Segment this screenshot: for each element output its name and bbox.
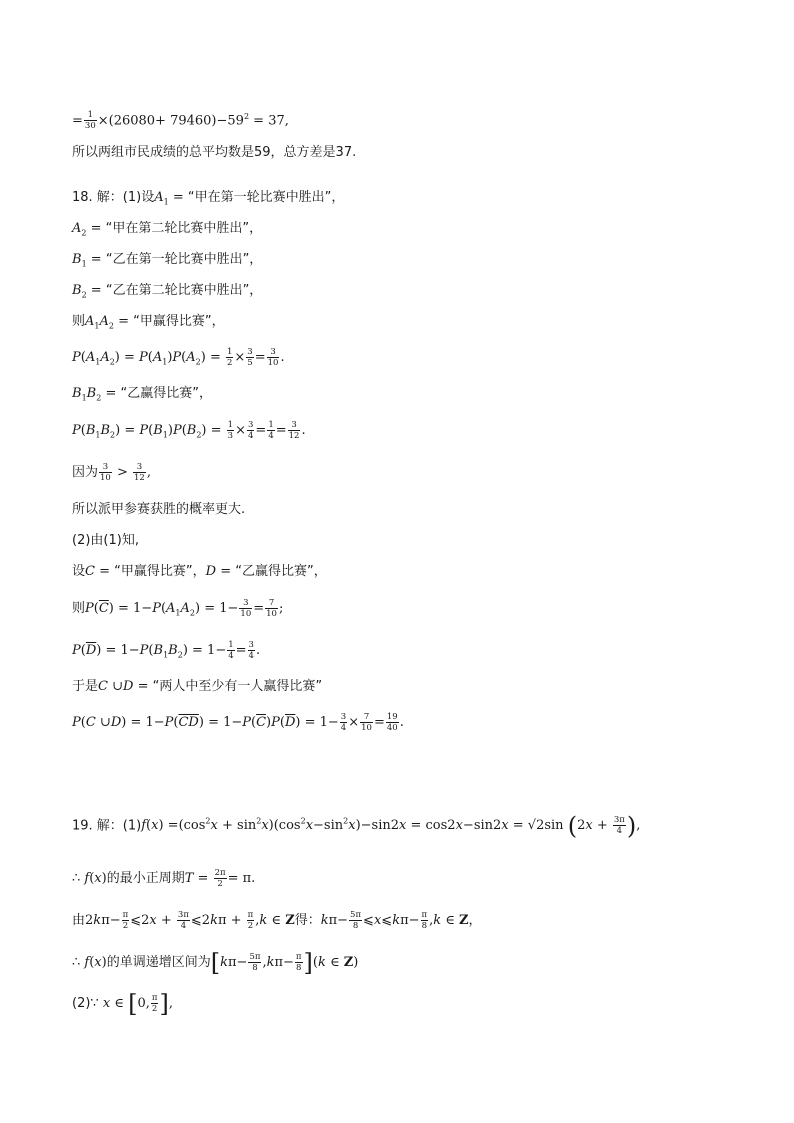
prob-a1a2: $P(A_1A_2) = P(A_1)P(A_2)$ = $\frac{1}{2}$ × $\frac{3}{5}$ = $\frac{3}{10}$ .: [72, 347, 285, 368]
jia-win-line: 则$A_1A_2$ = “甲赢得比赛”，: [72, 314, 225, 331]
part2-head: (2)由(1)知,: [72, 533, 139, 548]
event-b1: “乙在第一轮比赛中胜出”，: [105, 252, 263, 267]
period-line: ∴ f(x)的最小正周期T = $\frac{2\pi}{2}$ = π.: [72, 868, 256, 889]
event-a2: “甲在第二轮比赛中胜出”，: [105, 221, 263, 236]
event-b2: “乙在第二轮比赛中胜出”，: [105, 283, 263, 298]
q19-head: 19. 解：(1): [72, 818, 142, 834]
event-a1: “甲在第一轮比赛中胜出”，: [187, 190, 345, 205]
prob-union: P(C ∪D) = $1-P(\overline{CD}) = 1-P(\overline{C})P(\overline{D}) = 1-$ $\frac{3}{4}$ × $\frac{7}{10}$ = $\frac{19}{40}$ .: [72, 712, 404, 733]
prob-not-c: 则$P(\overline{C}) = 1-P(A_1A_2) = 1-$ $\frac{3}{10}$ = $\frac{7}{10}$ ;: [72, 598, 284, 619]
q19-line1: 19. 解：$(1)f(x) =(\cos^2x + \sin^2x)(\cos^2x-\sin^2x)-\sin 2x = \cos 2x-\sin 2x = √2\sin$ (2x + $\frac{3\pi}{4}$ ),: [72, 811, 641, 840]
q18-line1: 18. 解：(1)设$A_1$ = “甲在第一轮比赛中胜出”，: [72, 190, 345, 207]
prob-not-d: $P(\overline{D}) = 1-P(B_1B_2) = 1-$ $\frac{1}{4}$ = $\frac{3}{4}$ .: [72, 640, 261, 661]
compare-line: 因为 $\frac{3}{10}$ > $\frac{3}{12}$ ,: [72, 462, 151, 483]
interval-derivation: 由2kπ− $\frac{\pi}{2}$ ⩽2x + $\frac{3\pi}{4}$ ⩽2kπ + $\frac{\pi}{2}$ ,k ∈ Z得：kπ− $\frac{5\pi}{8}$ ⩽x⩽kπ− $\frac{\pi}{8}$ ,k ∈ Z，: [72, 910, 482, 931]
formula-variance: = $\frac{1}{30}$ $\times(26080+ 79460)-59^2 = 37$,: [72, 110, 289, 132]
event-a2-line: $A_2$ = “甲在第二轮比赛中胜出”，: [72, 221, 263, 238]
union-line: 于是C ∪D = “两人中至少有一人赢得比赛”: [72, 679, 323, 694]
event-b2-line: $B_2$ = “乙在第二轮比赛中胜出”，: [72, 283, 263, 300]
yi-win-text: “乙赢得比赛”，: [120, 386, 212, 401]
yi-win-line: $B_1B_2$ = “乙赢得比赛”，: [72, 386, 212, 403]
conclusion1: 所以派甲参赛获胜的概率更大.: [72, 502, 246, 517]
q18-head: 18. 解：(1)设: [72, 190, 155, 205]
summary-text: 所以两组市民成绩的总平均数是59，总方差是37.: [72, 145, 357, 160]
jia-win-text: “甲赢得比赛”，: [133, 314, 225, 329]
set-cd-line: 设C = “甲赢得比赛”，D = “乙赢得比赛”，: [72, 564, 327, 579]
prob-b1b2: $P(B_1B_2) = P(B_1)P(B_2)$ = $\frac{1}{3}$ × $\frac{3}{4}$ = $\frac{1}{4}$ = $\frac{3}{12}$ .: [72, 420, 306, 441]
event-b1-line: $B_1$ = “乙在第一轮比赛中胜出”，: [72, 252, 263, 269]
increasing-interval: ∴ f(x)的单调递增区间为[kπ− $\frac{5\pi}{8}$ ,kπ− $\frac{\pi}{8}$ ](k ∈ Z): [72, 948, 359, 977]
part2b-line: (2)∵ x ∈ [0, $\frac{\pi}{2}$ ],: [72, 989, 173, 1018]
